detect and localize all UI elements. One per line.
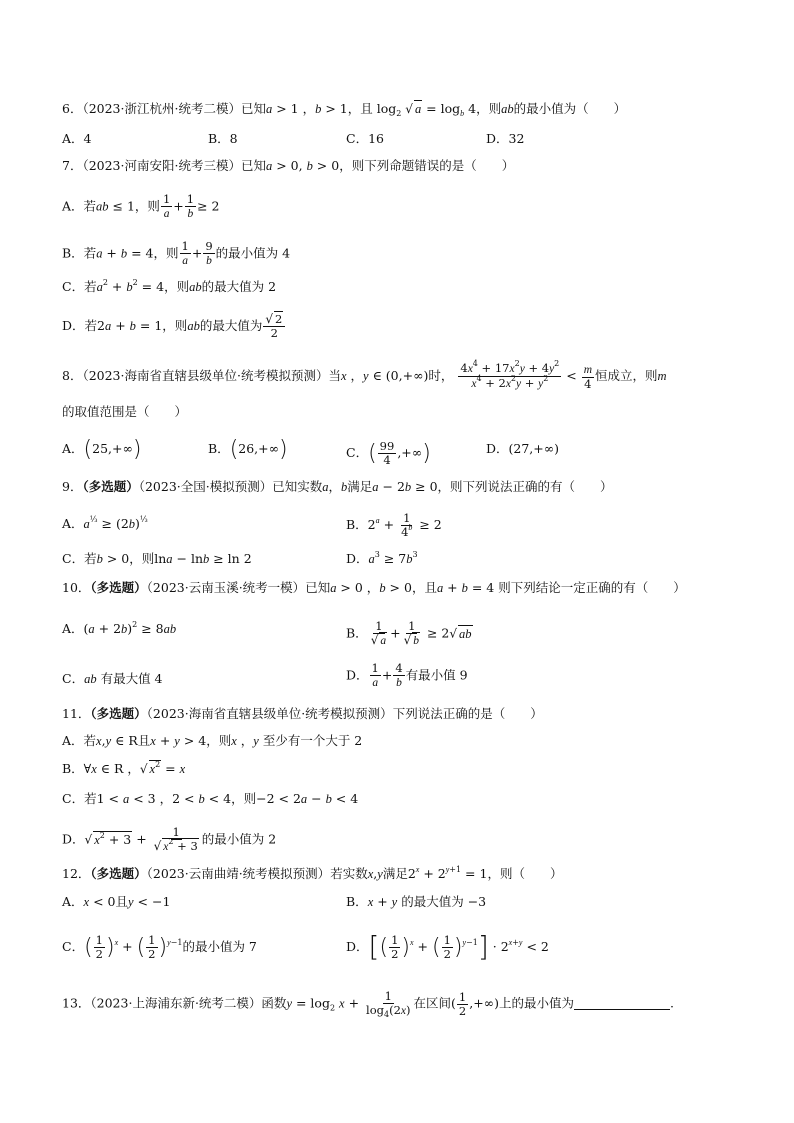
question-10-option-a: A．$(a + 2b)^2 \ge 8ab$	[62, 620, 177, 636]
question-11-option-c: C．若1 < a < 3 ，2 < b < 4，则−2 < 2a − b < 4	[62, 791, 359, 806]
question-11-option-b: B．∀x ∈ R ，√ $x^2 = x$	[62, 760, 186, 776]
question-6-option-b: B．8	[208, 131, 238, 146]
question-8-stem-line2: 的取值范围是（ ）	[62, 404, 188, 419]
question-12-stem: 12．（多选题）（2023·云南曲靖·统考模拟预测）若实数x,y满足$2^x + 2^{y+1} = 1$，则（ ）	[62, 865, 563, 881]
question-12-option-c: C．( $\frac{1}{2}$ )$^x$ + ( $\frac{1}{2}$ )$^{y-1}$的最小值为 7	[62, 933, 257, 961]
question-8-option-a: A．(25,+∞)	[62, 437, 142, 462]
question-12-option-b: B．x + y 的最大值为 −3	[346, 894, 487, 909]
question-8-stem: 8．（2023·海南省直辖县级单位·统考模拟预测）当x ，y ∈ (0,+∞)时， $\frac{4x^4 + 17x^2y + 4y^2}{x^4 + 2x^2y + y^2}$ < $\frac{m}{4}$ 恒成立，则m	[62, 359, 667, 391]
question-7-option-d: D．若2a + b = 1，则ab的最大值为 $\frac{√ 2}{2}$	[62, 313, 286, 340]
question-6-option-d: D．32	[486, 131, 525, 146]
question-9-option-a: A．$a^{\frac{1}{3}} \ge (2b)^{\frac{1}{3}}$	[62, 515, 148, 531]
question-13-stem: 13．（2023·上海浦东新·统考二模）函数$y = \log_2 x$ + $\frac{1}{\log_4(2x)}$ 在区间( $\frac{1}{2}$ ,+∞)上的最小值为 .	[62, 989, 674, 1019]
question-9-option-b: B．$2^a$ + $\frac{1}{4^b}$ ≥ 2	[346, 511, 442, 539]
question-10-option-d: D． $\frac{1}{a}$ + $\frac{4}{b}$ 有最小值 9	[346, 661, 468, 689]
question-8-option-d: D．(27,+∞)	[486, 441, 560, 456]
question-11-stem: 11．（多选题）（2023·海南省直辖县级单位·统考模拟预测）下列说法正确的是（ ）	[62, 706, 543, 721]
question-7-option-b: B．若a + b = 4，则 $\frac{1}{a}$ + $\frac{9}{b}$ 的最小值为 4	[62, 239, 291, 267]
question-11-option-a: A．若x,y ∈ R且x + y > 4，则x ，y 至少有一个大于 2	[62, 733, 363, 748]
question-10-stem: 10．（多选题）（2023·云南玉溪·统考一模）已知a > 0 ，b > 0，且a + b = 4 则下列结论一定正确的有（ ）	[62, 580, 686, 595]
question-7-option-c: C．若$a^2 + b^2 = 4$，则ab的最大值为 2	[62, 278, 277, 294]
question-7-option-a: A．若ab ≤ 1，则 $\frac{1}{a}$ + $\frac{1}{b}$ ≥ 2	[62, 192, 220, 220]
question-8-option-b: B．(26,+∞)	[208, 437, 288, 462]
question-12-option-a: A．x < 0且y < −1	[62, 894, 171, 909]
question-12-option-d: D．[( $\frac{1}{2}$ )$^x$ + ( $\frac{1}{2}$ )$^{y-1}] \cdot 2^{x+y} < 2$	[346, 930, 549, 963]
question-11-option-d: D．√ $x^2 + 3$ + $\frac{1}{√ x^2 + 3}$ 的最小值为 2	[62, 825, 277, 853]
question-10-option-b: B． $\frac{1}{√ a}$ + $\frac{1}{√ b}$ ≥ 2√ ab	[346, 619, 472, 647]
question-6-option-c: C．16	[346, 131, 384, 146]
question-9-option-c: C．若b > 0，则lna − lnb ≥ ln 2	[62, 551, 252, 566]
question-8-option-c: C．( $\frac{99}{4}$ ,+∞)	[346, 439, 431, 467]
question-10-option-c: C．ab 有最大值 4	[62, 671, 163, 686]
question-9-stem: 9．（多选题）（2023·全国·模拟预测）已知实数a，b满足a − 2b ≥ 0，则下列说法正确的有（ ）	[62, 479, 613, 494]
question-7-stem: 7．（2023·河南安阳·统考三模）已知a > 0, b > 0，则下列命题错误的是（ ）	[62, 158, 515, 173]
question-6-stem: 6．（2023·浙江杭州·统考二模）已知a > 1 ，b > 1，且 $\log_2$ √ $a = \log_b 4$，则ab的最小值为（ ）	[62, 101, 627, 118]
question-6-option-a: A．4	[62, 131, 92, 146]
question-9-option-d: D．$a^3 \ge 7b^3$	[346, 550, 418, 566]
answer-blank[interactable]	[574, 997, 670, 1010]
